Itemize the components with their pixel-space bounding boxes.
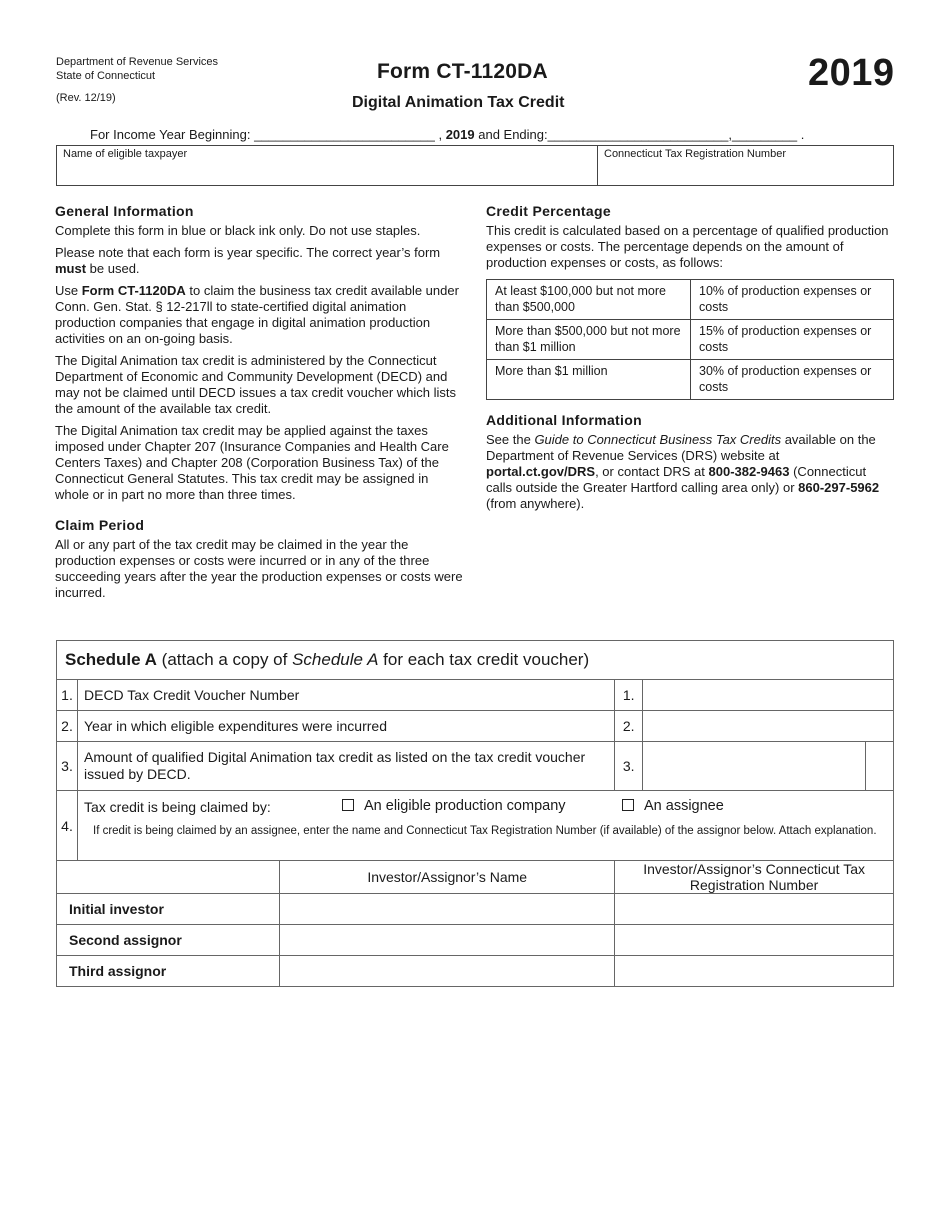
line-2-row <box>57 711 894 742</box>
general-information-heading: General Information <box>55 203 194 219</box>
line-2-label: Year in which eligible expenditures were incurred <box>78 711 615 742</box>
additional-c: , or contact DRS at <box>595 464 709 479</box>
schedule-a-title-c: for each tax credit voucher) <box>378 650 590 669</box>
schedule-a-title-a: (attach a copy of <box>156 650 293 669</box>
investor-row-label: Initial investor <box>57 894 280 925</box>
revision-date: (Rev. 12/19) <box>56 92 116 104</box>
end-label: and Ending: <box>478 127 548 142</box>
taxpayer-name-label: Name of eligible taxpayer <box>63 148 188 160</box>
investor-row <box>57 925 894 956</box>
investor-reg-input[interactable] <box>615 894 894 925</box>
pct-row <box>487 280 894 320</box>
line-3-box-number: 3. <box>615 742 643 791</box>
line-3-row <box>57 742 894 791</box>
guide-title: Guide to Connecticut Business Tax Credits <box>534 432 782 447</box>
investor-row-label: Second assignor <box>57 925 280 956</box>
line-1-input[interactable] <box>643 680 894 711</box>
general-p2-c: be used. <box>86 261 140 276</box>
schedule-a-title-b: Schedule A <box>292 650 379 669</box>
pct-range: At least $100,000 but not more than $500,000 <box>487 280 691 320</box>
additional-b: available on the Department of Revenue Services (DRS) website at <box>486 432 876 463</box>
credit-percentage-heading: Credit Percentage <box>486 203 611 219</box>
line-1-box-number: 1. <box>615 680 643 711</box>
registration-number-field[interactable] <box>598 146 893 185</box>
line-4-options <box>84 799 887 819</box>
agency-line-1: Department of Revenue Services <box>56 56 219 68</box>
additional-a: See the <box>486 432 535 447</box>
credit-percentage-table <box>486 279 894 400</box>
claim-period-p1: All or any part of the tax credit may be claimed in the year the production expenses or costs were incurred or in any of the three succeeding years after the year the production expenses or costs were incurred. <box>55 537 463 600</box>
line-4-note: If credit is being claimed by an assignee, enter the name and Connecticut Tax Registration Number (if available) of the assignor below. Attach explanation. <box>93 825 877 837</box>
investor-row <box>57 956 894 987</box>
credit-percentage-p1: This credit is calculated based on a percentage of qualified production expenses or costs. The percentage depends on the amount of production expenses or costs, as follows: <box>486 223 889 270</box>
form-year: 2019 <box>808 52 895 94</box>
general-p4: The Digital Animation tax credit is administered by the Connecticut Department of Economic and Community Development (DECD) and may not be claimed until DECD issues a tax credit voucher which lists the amount of the available tax credit. <box>55 353 456 416</box>
period-year: 2019 <box>445 127 475 142</box>
general-p1: Complete this form in blue or black ink only. Do not use staples. <box>55 223 421 238</box>
begin-date-blank[interactable]: _________________________ <box>254 127 435 142</box>
schedule-a-title-row <box>57 641 894 680</box>
general-p3 <box>55 283 464 347</box>
checkbox-icon[interactable] <box>622 799 634 811</box>
option-assignee-label: An assignee <box>644 798 724 814</box>
investor-name-input[interactable] <box>280 925 615 956</box>
schedule-a-table <box>56 640 894 987</box>
taxpayer-box <box>56 145 894 186</box>
investor-name-input[interactable] <box>280 894 615 925</box>
general-p3-b: Form CT-1120DA <box>81 283 186 298</box>
line-4-row <box>57 791 894 861</box>
option-production-company-label: An eligible production company <box>364 798 566 814</box>
end-year-blank[interactable]: _________ <box>732 127 798 142</box>
general-p2-b: must <box>55 261 87 276</box>
investor-name-input[interactable] <box>280 956 615 987</box>
agency-name <box>56 55 218 83</box>
line-3-input[interactable] <box>643 742 894 791</box>
line-4-number: 4. <box>57 791 78 861</box>
end-comma: , <box>728 127 733 142</box>
line-2-input[interactable] <box>643 711 894 742</box>
investor-reg-input[interactable] <box>615 956 894 987</box>
general-p5: The Digital Animation tax credit may be applied against the taxes imposed under Chapter 207 (Insurance Companies and Health Care Centers Taxes) and Chapter 208 (Corporation Business Tax) of the Connecticut General Statutes. This tax credit may be assigned in whole or in part no more than three times. <box>55 423 449 502</box>
taxpayer-name-field[interactable] <box>57 146 597 185</box>
general-p3-c: to claim the business tax credit available under Conn. Gen. Stat. § 12-217ll to state-certified digital animation production companies that engage in digital animation production activities on an on-going basis. <box>55 283 459 346</box>
option-production-company[interactable] <box>342 798 566 814</box>
line-1-row <box>57 680 894 711</box>
pct-range: More than $500,000 but not more than $1 million <box>487 320 691 360</box>
line-4-content <box>78 791 894 861</box>
schedule-a-title <box>57 641 894 680</box>
begin-label: For Income Year Beginning: <box>90 127 251 142</box>
pct-row <box>487 320 894 360</box>
line-3-label: Amount of qualified Digital Animation tax credit as listed on the tax credit voucher issued by DECD. <box>78 742 615 791</box>
investor-reg-header: Investor/Assignor’s Connecticut Tax Registration Number <box>615 861 894 894</box>
pct-value: 30% of production expenses or costs <box>691 360 894 400</box>
line-4-label: Tax credit is being claimed by: <box>84 799 271 815</box>
registration-number-label: Connecticut Tax Registration Number <box>604 148 786 160</box>
pct-row <box>487 360 894 400</box>
investor-row <box>57 894 894 925</box>
investor-reg-input[interactable] <box>615 925 894 956</box>
investor-header-blank <box>57 861 280 894</box>
income-year-line <box>90 127 804 142</box>
line-3-number: 3. <box>57 742 78 791</box>
phone-2: 860-297-5962 <box>798 480 880 495</box>
general-p3-a: Use <box>55 283 82 298</box>
line-3-cents-divider <box>865 742 866 790</box>
option-assignee[interactable] <box>622 798 724 814</box>
general-p2 <box>55 245 464 277</box>
left-column <box>55 203 464 607</box>
agency-line-2: State of Connecticut <box>56 70 156 82</box>
form-title: Form CT-1120DA <box>377 60 548 83</box>
begin-sep: , <box>438 127 443 142</box>
checkbox-icon[interactable] <box>342 799 354 811</box>
phone-1: 800-382-9463 <box>708 464 790 479</box>
investor-name-header: Investor/Assignor’s Name <box>280 861 615 894</box>
right-column <box>486 203 894 518</box>
additional-e: (from anywhere). <box>486 496 585 511</box>
schedule-a-title-main: Schedule A <box>65 650 157 669</box>
pct-range: More than $1 million <box>487 360 691 400</box>
pct-value: 10% of production expenses or costs <box>691 280 894 320</box>
line-1-number: 1. <box>57 680 78 711</box>
claim-period-heading: Claim Period <box>55 517 145 533</box>
line-1-label: DECD Tax Credit Voucher Number <box>78 680 615 711</box>
line-2-box-number: 2. <box>615 711 643 742</box>
form-subtitle: Digital Animation Tax Credit <box>352 94 565 111</box>
investor-row-label: Third assignor <box>57 956 280 987</box>
investor-header-row <box>57 861 894 894</box>
additional-p1 <box>486 432 894 512</box>
general-p2-a: Please note that each form is year specific. The correct year’s form <box>55 245 441 260</box>
drs-website-link[interactable]: portal.ct.gov/DRS <box>486 464 596 479</box>
additional-d: (Connecticut calls outside the Greater Hartford calling area only) or <box>486 464 867 495</box>
end-dot: . <box>800 127 805 142</box>
line-2-number: 2. <box>57 711 78 742</box>
additional-information-heading: Additional Information <box>486 412 642 428</box>
pct-value: 15% of production expenses or costs <box>691 320 894 360</box>
end-date-blank[interactable]: _________________________ <box>547 127 729 142</box>
